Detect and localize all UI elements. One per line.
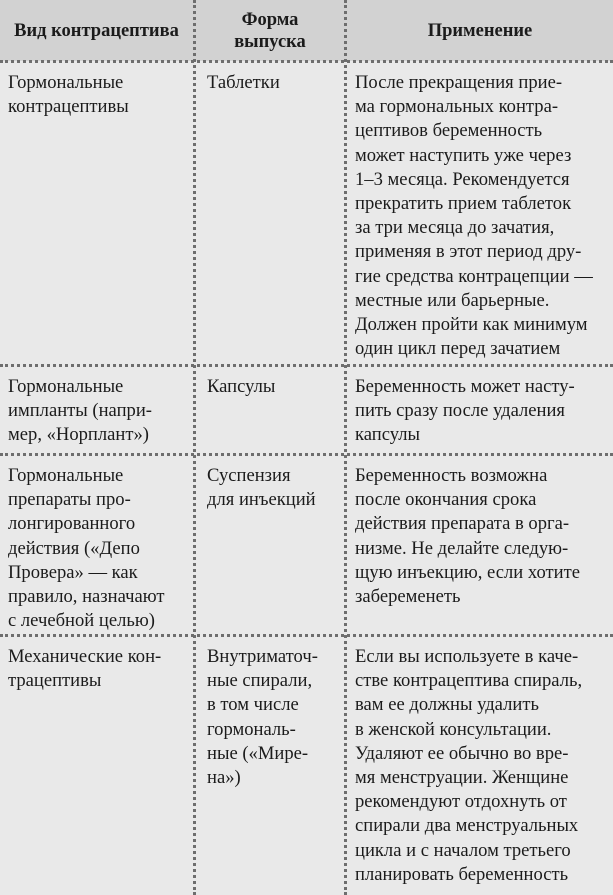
header-form: Форма выпуска	[234, 9, 306, 52]
column-divider	[344, 0, 347, 895]
table-header	[0, 0, 613, 61]
row3-usage: Беременность возможна после окончания срока действия препарата в орга- низме. Не делайте следую- щую инъекцию, если хотите забеременеть	[355, 465, 580, 608]
column-divider	[193, 0, 196, 895]
row2-type: Гормональные импланты (напри- мер, «Норплант»)	[8, 376, 152, 446]
row1-type: Гормональные контрацептивы	[8, 72, 129, 118]
row3-type: Гормональные препараты про- лонгированного действия («Депо Провера» — как правило, назначают с лечебной целью)	[8, 465, 165, 632]
row2-usage: Беременность может насту- пить сразу после удаления капсулы	[355, 376, 575, 446]
row1-usage: После прекращения прие- ма гормональных контра- цептивов беременность может наступить уже через 1–3 месяца. Рекомендуется прекратить прием таблеток за три месяца до зачатия, применяя в этот период дру- гие средства контрацепции — местные или барьерные. Должен пройти как минимум один цикл перед зачатием	[355, 72, 593, 360]
header-type: Вид контрацептива	[14, 20, 179, 41]
row4-form: Внутриматоч- ные спирали, в том числе гормональ- ные («Мире- на»)	[207, 646, 318, 789]
row2-form: Капсулы	[207, 376, 276, 397]
row4-type: Механические кон- трацептивы	[8, 646, 162, 692]
row1-form: Таблетки	[207, 72, 280, 93]
row4-usage: Если вы используете в каче- стве контрацептива спираль, вам ее должны удалить в женской консультации. Удаляют ее обычно во вре- мя менструации. Женщине рекомендуют отдохнуть от спирали два менструальных цикла и с началом третьего планировать беременность	[355, 646, 583, 885]
header-usage: Применение	[427, 20, 533, 41]
row3-form: Суспензия для инъекций	[207, 465, 316, 511]
